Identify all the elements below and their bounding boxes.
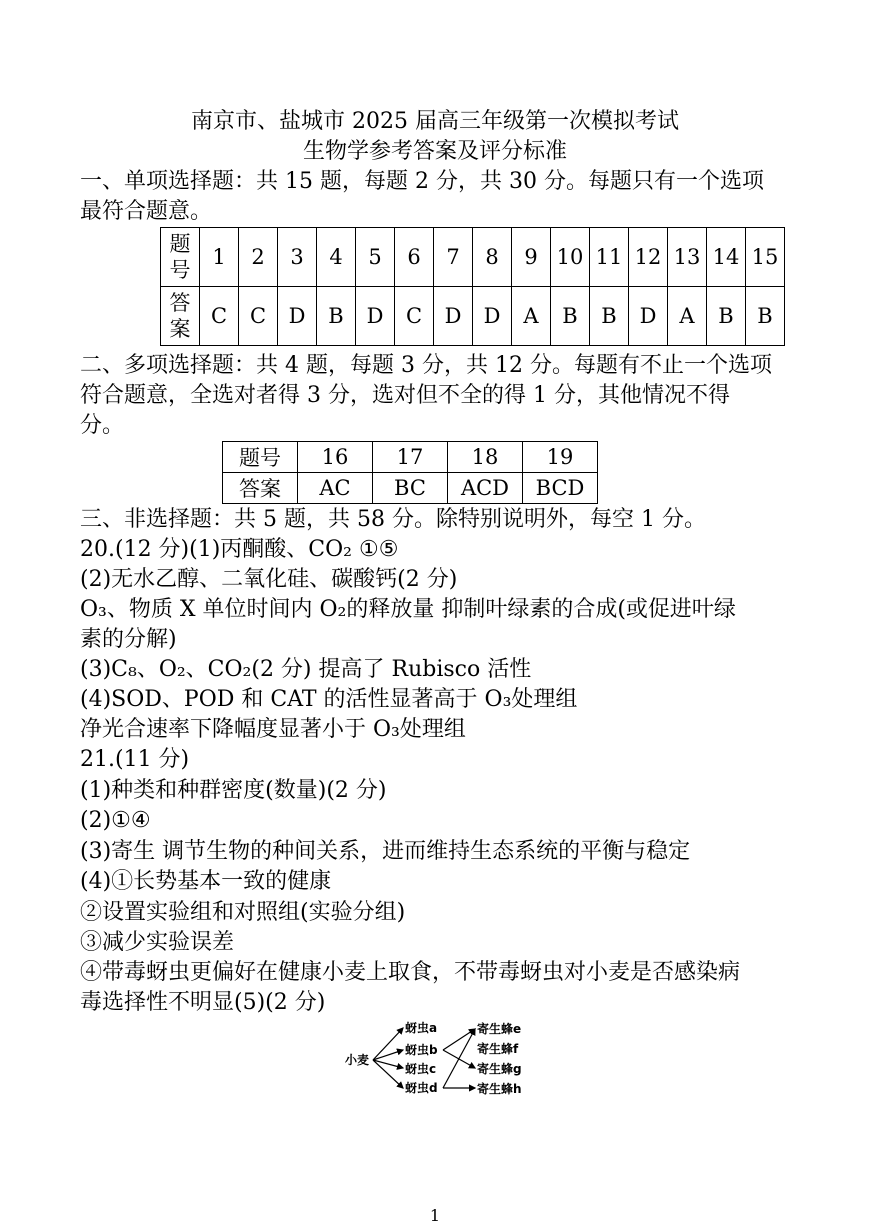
answer-line: (1)种类和种群密度(数量)(2 分) <box>80 778 387 803</box>
answer-cell: BC <box>373 473 448 504</box>
answer-line: 毒选择性不明显(5)(2 分) <box>80 990 326 1015</box>
question-number: 13 <box>668 228 707 287</box>
section2-heading: 二、多项选择题：共 4 题，每题 3 分，共 12 分。每题有不止一个选项 <box>80 353 772 378</box>
row-label-question: 题 号 <box>161 228 200 287</box>
aphid-a-label: 蚜虫a <box>405 1021 438 1035</box>
table-row <box>161 287 785 346</box>
section1-heading: 一、单项选择题：共 15 题，每题 2 分，共 30 分。每题只有一个选项 <box>80 169 764 194</box>
question-number: 2 <box>239 228 278 287</box>
question-number: 18 <box>448 442 523 473</box>
answer-cell: C <box>395 287 434 346</box>
document-subtitle: 生物学参考答案及评分标准 <box>302 139 567 164</box>
arrow-aphid-d-wasp-e <box>443 1029 475 1088</box>
question-number: 4 <box>317 228 356 287</box>
row-label-answer: 答 案 <box>161 287 200 346</box>
answer-line: ④带毒蚜虫更偏好在健康小麦上取食，不带毒蚜虫对小麦是否感染病 <box>80 960 741 985</box>
question-number: 5 <box>356 228 395 287</box>
question-number: 9 <box>512 228 551 287</box>
section3-heading: 三、非选择题：共 5 题，共 58 分。除特别说明外，每空 1 分。 <box>80 507 706 532</box>
section1-heading-cont: 最符合题意。 <box>80 199 213 224</box>
question-number: 15 <box>746 228 785 287</box>
answer-cell: D <box>629 287 668 346</box>
question-number: 14 <box>707 228 746 287</box>
answer-cell: B <box>590 287 629 346</box>
answer-cell: C <box>239 287 278 346</box>
table-row <box>223 442 598 473</box>
multiple-choice-answer-table <box>222 441 598 504</box>
answer-line: ②设置实验组和对照组(实验分组) <box>80 900 406 925</box>
single-choice-answer-table <box>160 227 785 346</box>
answer-cell: B <box>551 287 590 346</box>
answer-cell: D <box>278 287 317 346</box>
aphid-c-label: 蚜虫c <box>405 1062 437 1076</box>
answer-cell: C <box>200 287 239 346</box>
question-number: 19 <box>523 442 598 473</box>
answer-cell: BCD <box>523 473 598 504</box>
question-number: 16 <box>298 442 373 473</box>
food-web-diagram <box>345 1016 535 1100</box>
answer-line: 净光合速率下降幅度显著小于 O₃处理组 <box>80 717 466 742</box>
question-number: 1 <box>200 228 239 287</box>
arrow-aphid-b-wasp-e <box>443 1029 475 1050</box>
question-number: 12 <box>629 228 668 287</box>
answer-line: (2)无水乙醇、二氧化硅、碳酸钙(2 分) <box>80 567 458 592</box>
question-number: 6 <box>395 228 434 287</box>
answer-cell: B <box>317 287 356 346</box>
answer-line: (2)①④ <box>80 808 151 833</box>
answer-line: (4)SOD、POD 和 CAT 的活性显著高于 O₃处理组 <box>80 687 578 712</box>
answer-cell: B <box>707 287 746 346</box>
wheat-label: 小麦 <box>345 1053 370 1067</box>
answer-line: O₃、物质 X 单位时间内 O₂的释放量 抑制叶绿素的合成(或促进叶绿 <box>80 597 736 622</box>
answer-cell: D <box>473 287 512 346</box>
page-number: 1 <box>429 1206 441 1225</box>
table-row <box>223 473 598 504</box>
aphid-b-label: 蚜虫b <box>405 1043 438 1057</box>
question-number: 10 <box>551 228 590 287</box>
answer-line: (4)①长势基本一致的健康 <box>80 869 332 894</box>
answer-line: 20.(12 分)(1)丙酮酸、CO₂ ①⑤ <box>80 537 399 562</box>
question-number: 11 <box>590 228 629 287</box>
question-number: 7 <box>434 228 473 287</box>
aphid-d-label: 蚜虫d <box>405 1081 438 1095</box>
answer-cell: D <box>356 287 395 346</box>
answer-cell: D <box>434 287 473 346</box>
row-label-question: 题号 <box>223 442 298 473</box>
answer-cell: AC <box>298 473 373 504</box>
answer-cell: B <box>746 287 785 346</box>
table-row <box>161 228 785 287</box>
answer-cell: A <box>668 287 707 346</box>
section2-heading-end: 分。 <box>80 413 125 438</box>
answer-line: (3)寄生 调节生物的种间关系，进而维持生态系统的平衡与稳定 <box>80 839 691 864</box>
answer-cell: ACD <box>448 473 523 504</box>
answer-line: (3)C₈、O₂、CO₂(2 分) 提高了 Rubisco 活性 <box>80 657 532 682</box>
question-number: 8 <box>473 228 512 287</box>
wasp-e-label: 寄生蜂e <box>477 1022 522 1036</box>
answer-line: 素的分解) <box>80 627 177 652</box>
document-title: 南京市、盐城市 2025 届高三年级第一次模拟考试 <box>191 109 679 134</box>
answer-line: 21.(11 分) <box>80 747 190 772</box>
section2-heading-cont: 符合题意，全选对者得 3 分，选对但不全的得 1 分，其他情况不得 <box>80 383 730 408</box>
row-label-answer: 答案 <box>223 473 298 504</box>
wasp-f-label: 寄生蜂f <box>477 1042 519 1056</box>
wasp-g-label: 寄生蜂g <box>477 1062 522 1076</box>
wasp-h-label: 寄生蜂h <box>477 1082 522 1096</box>
question-number: 17 <box>373 442 448 473</box>
answer-line: ③减少实验误差 <box>80 930 235 955</box>
question-number: 3 <box>278 228 317 287</box>
answer-cell: A <box>512 287 551 346</box>
